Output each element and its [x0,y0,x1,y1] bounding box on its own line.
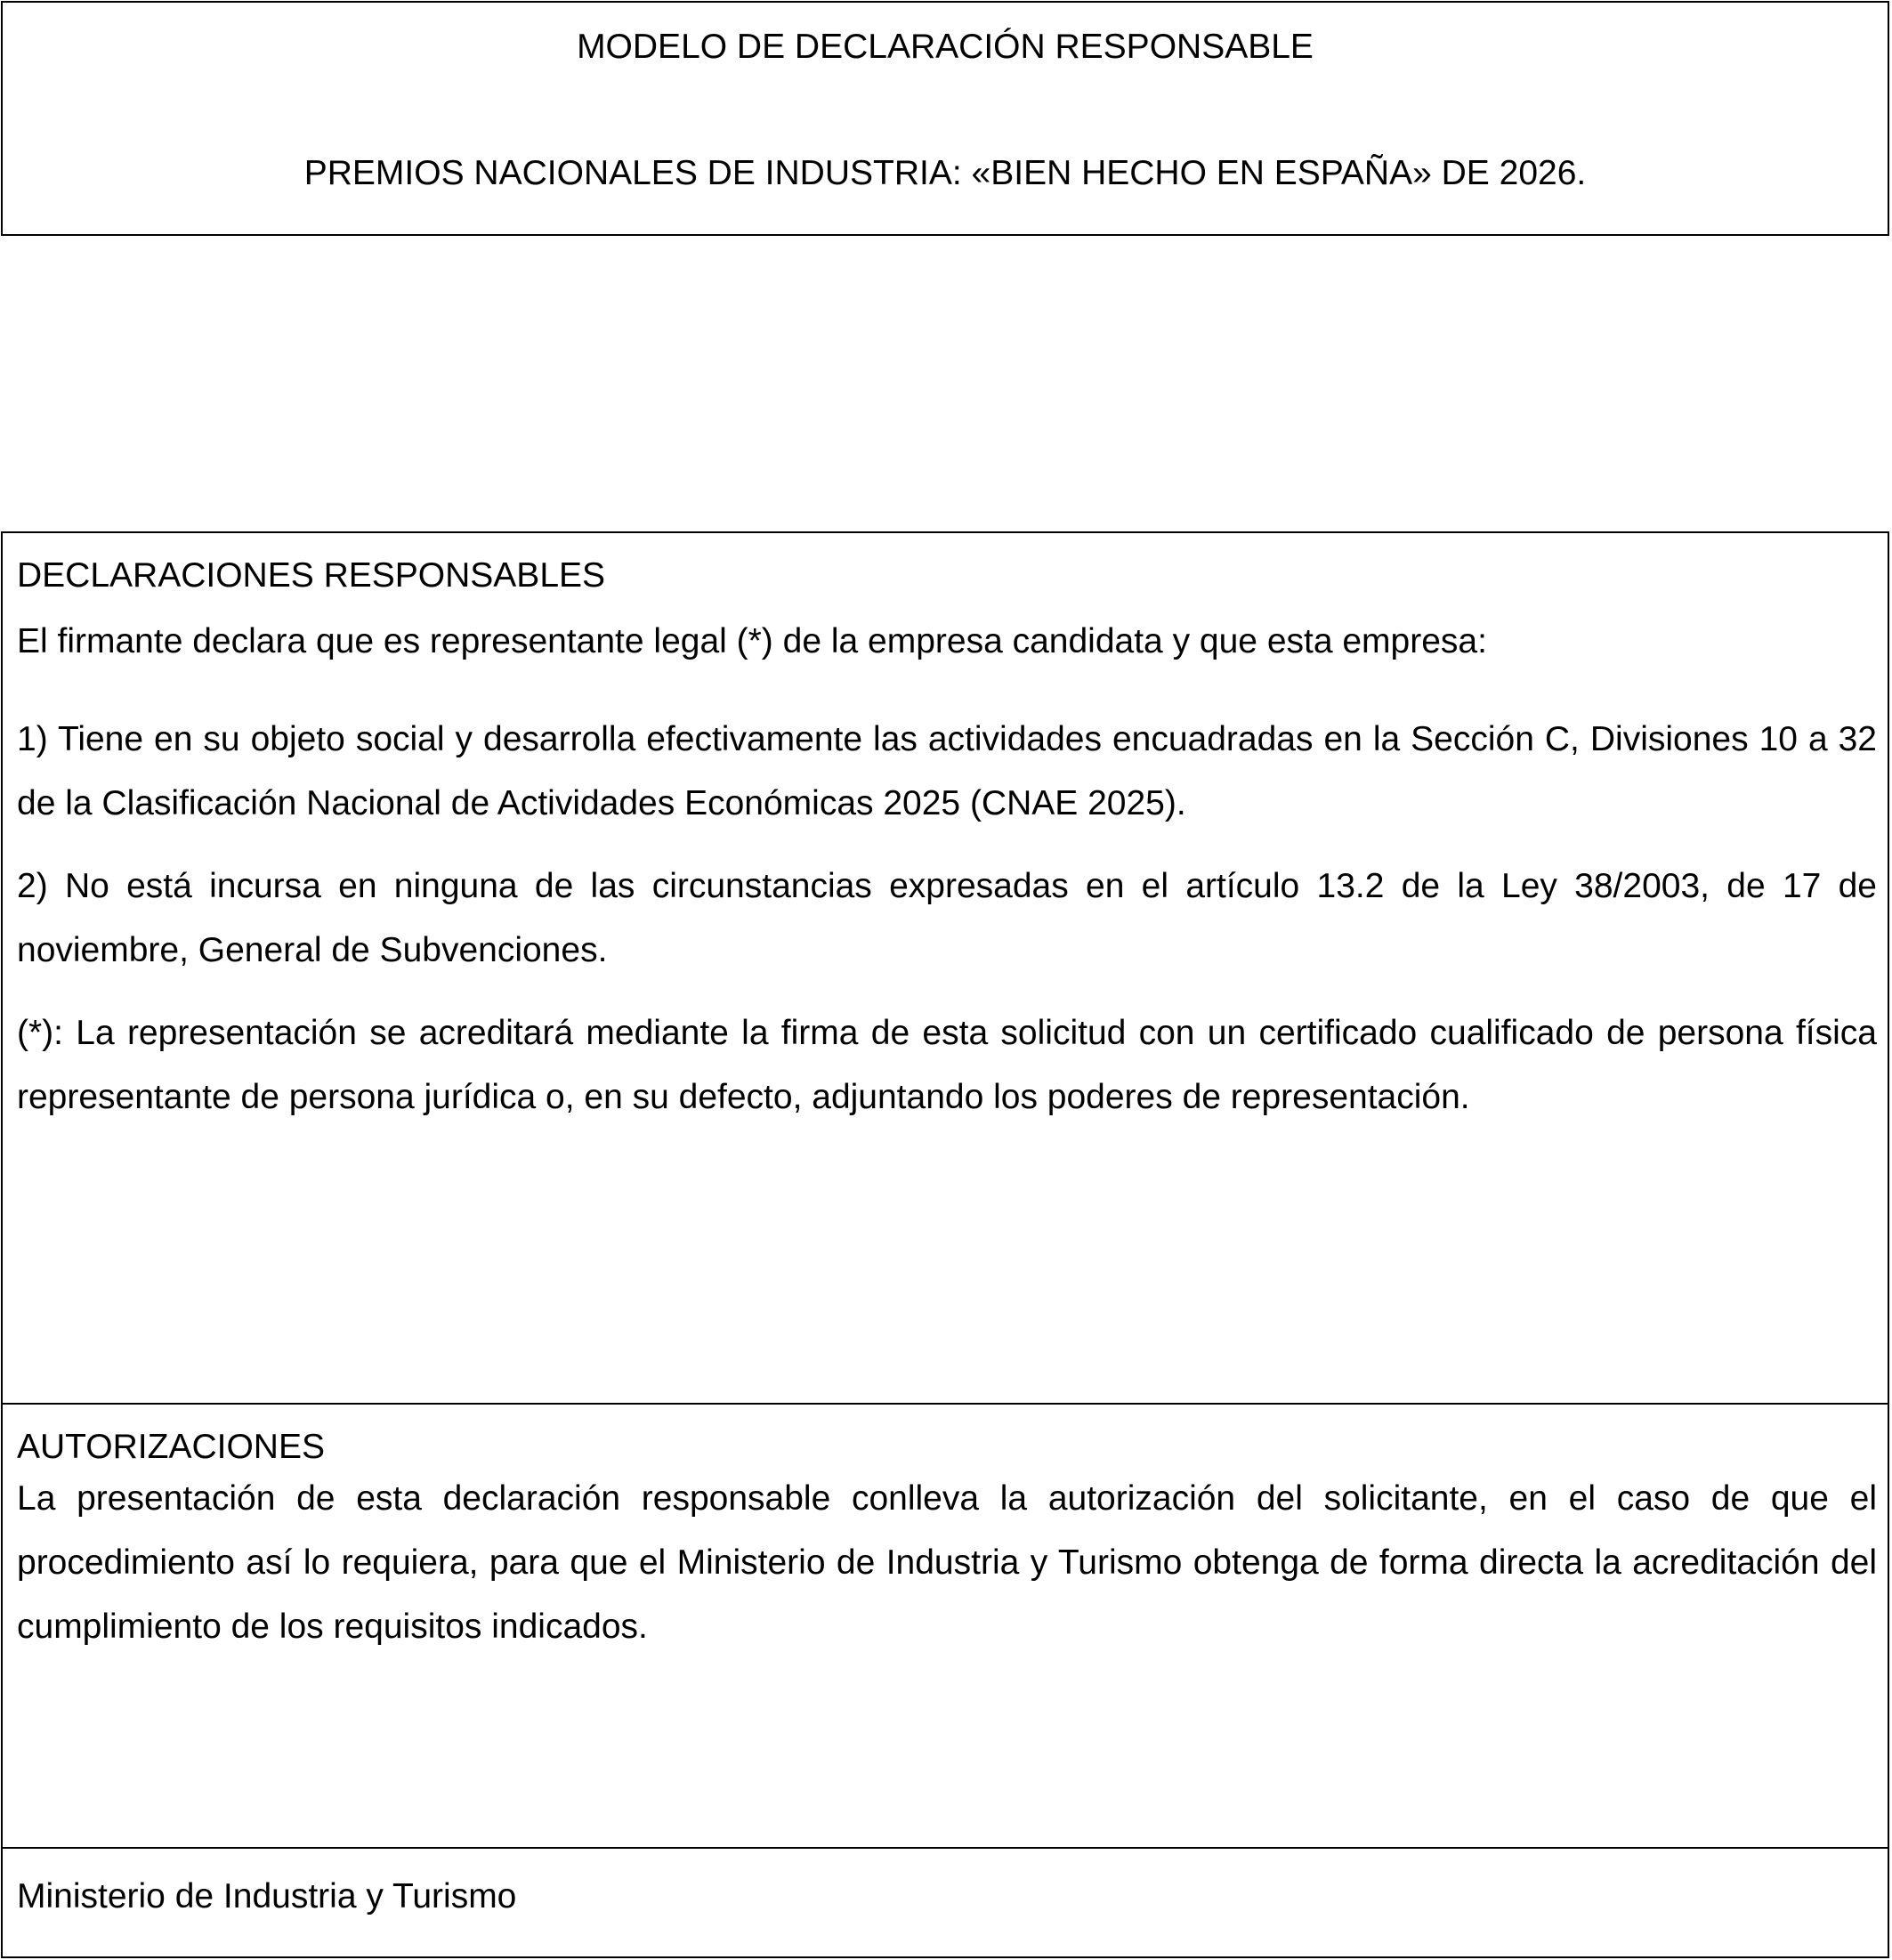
footer-ministry: Ministerio de Industria y Turismo [17,1877,517,1915]
autorizaciones-text: La presentación de esta declaración responsable conlleva la autorización del solicitante, en el caso de que el procedimiento así lo requiera, para que el Ministerio de Industria y Turismo obtenga de forma directa la acreditación del cumplimiento de los requisitos indicados. [17,1479,1877,1646]
document-subtitle: PREMIOS NACIONALES DE INDUSTRIA: «BIEN HECHO EN ESPAÑA» DE 2026. [303,154,1587,192]
declaracion-item-2: 2) No está incursa en ninguna de las circunstancias expresadas en el artículo 13.2 de la Ley 38/2003, de 17 de noviembre, General de Subvenciones. [17,867,1877,969]
autorizaciones-heading: AUTORIZACIONES [17,1428,325,1466]
declaraciones-intro: El firmante declara que es representante legal (*) de la empresa candidata y que esta empresa: [17,622,1487,660]
title-box [1,1,1889,236]
declaraciones-heading: DECLARACIONES RESPONSABLES [17,556,606,595]
document-title: MODELO DE DECLARACIÓN RESPONSABLE [577,28,1314,66]
footer-section [1,1847,1889,1958]
declaraciones-section [1,531,1889,1405]
declaracion-item-1: 1) Tiene en su objeto social y desarrolla efectivamente las actividades encuadradas en la Sección C, Divisiones 10 a 32 de la Clasificación Nacional de Actividades Económicas 2025 (CNAE 2025). [17,720,1877,822]
autorizaciones-section [1,1403,1889,1849]
declaracion-note: (*): La representación se acreditará mediante la firma de esta solicitud con un certificado cualificado de persona física representante de persona jurídica o, en su defecto, adjuntando los poderes de representación. [17,1014,1877,1116]
